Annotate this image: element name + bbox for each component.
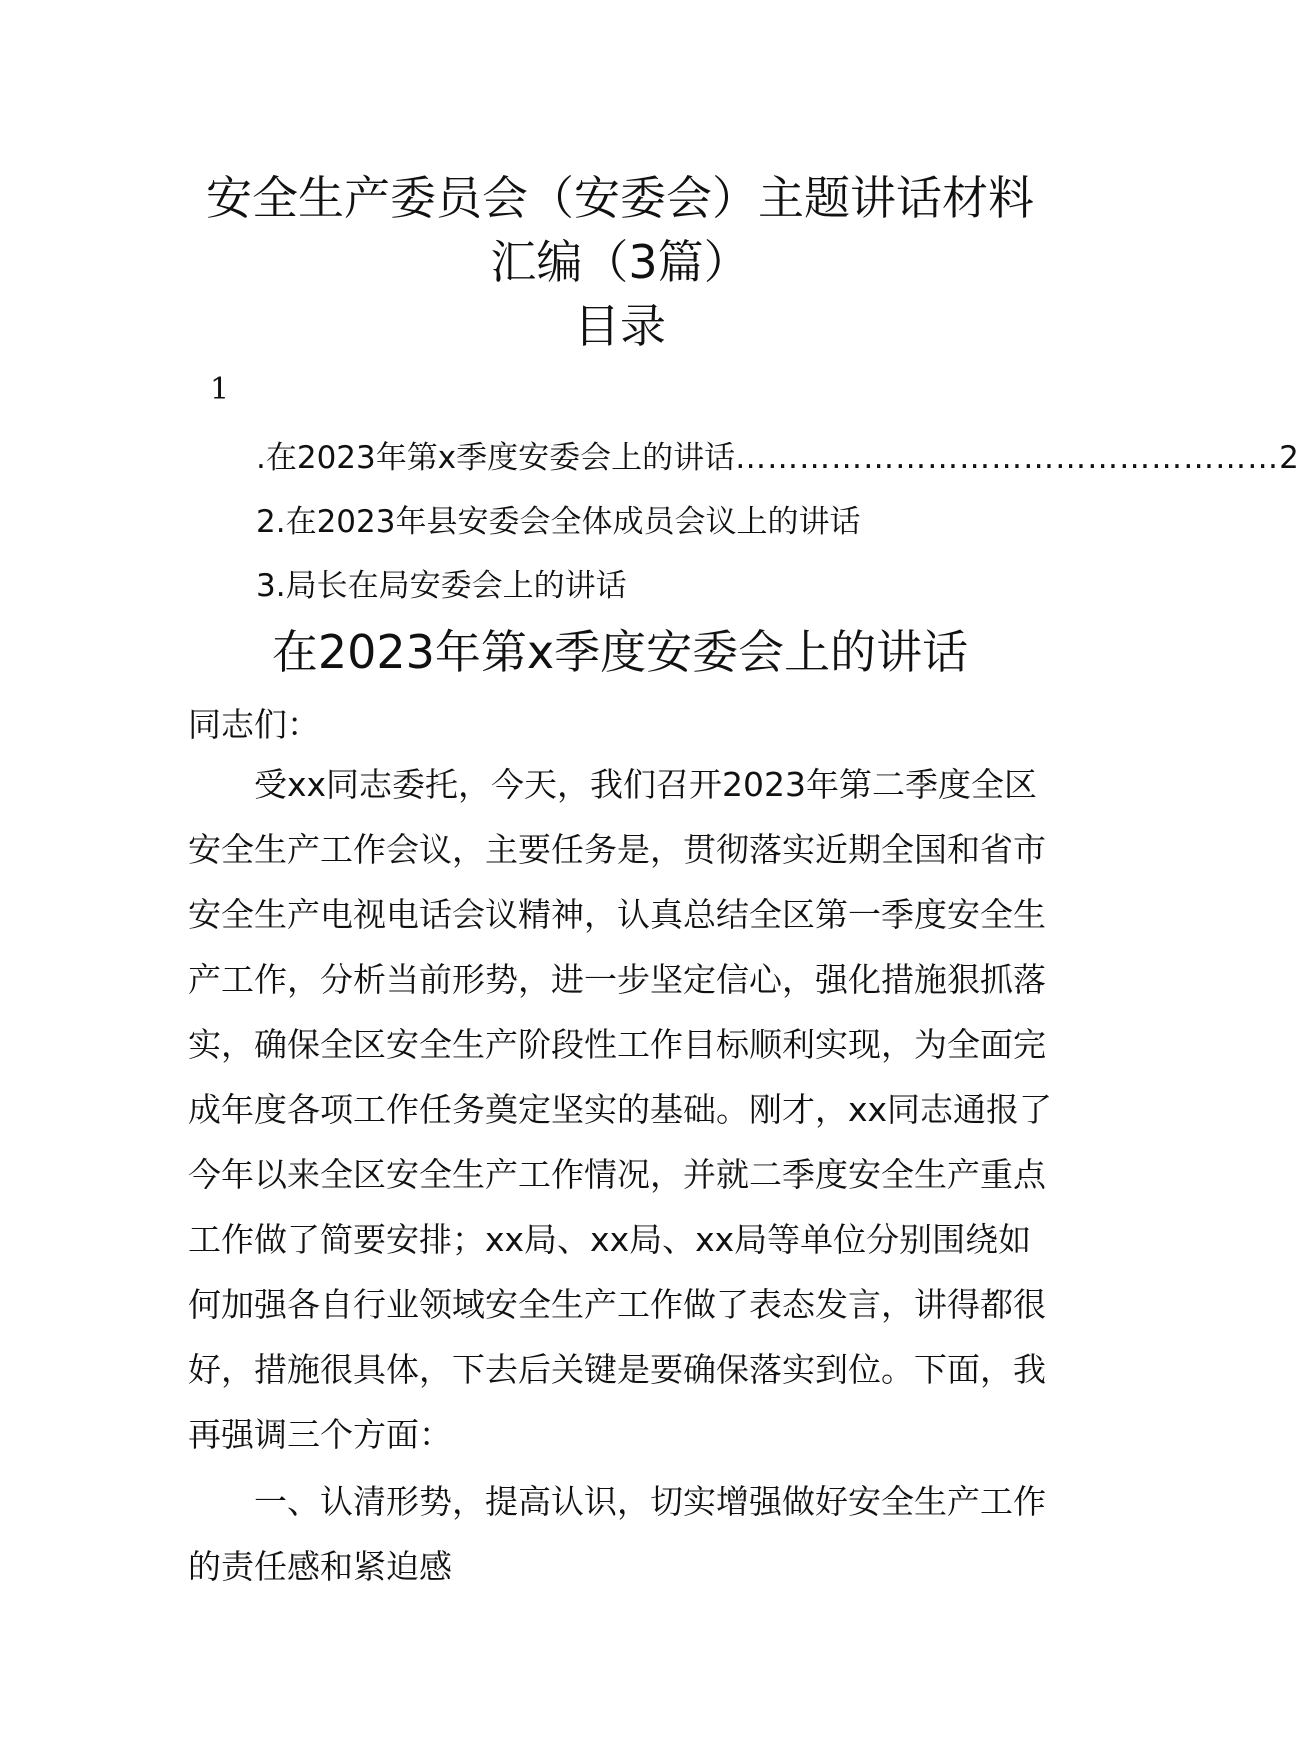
toc-page-number: 2 [1279,440,1299,476]
toc-entry-1[interactable] [256,436,1299,480]
toc-entry-3[interactable] [256,564,627,608]
toc-entry-label: 2.在2023年县安委会全体成员会议上的讲话 [256,504,861,540]
salutation: 同志们： [188,705,320,744]
document-title-line2: 汇编（3篇） [490,235,750,289]
toc-entry-label: .在2023年第x季度安委会上的讲话 [256,440,736,476]
document-title-line1: 安全生产委员会（安委会）主题讲话材料 [206,171,1034,225]
body-paragraph-1: 受xx同志委托，今天，我们召开2023年第二季度全区安全生产工作会议，主要任务是，贯彻落实近期全国和省市安全生产电视电话会议精神，认真总结全区第一季度安全生产工作，分析当前形势，进一步坚定信心，强化措施狠抓落实，确保全区安全生产阶段性工作目标顺利实现，为全面完成年度各项工作任务奠定坚实的基础。刚才，xx同志通报了今年以来全区安全生产工作情况，并就二季度安全生产重点工作做了简要安排；xx局、xx局、xx局等单位分别围绕如何加强各自行业领域安全生产工作做了表态发言，讲得都很好，措施很具体，下去后关键是要确保落实到位。下面，我再强调三个方面： [188,765,1053,1454]
toc-entry-label: 3.局长在局安委会上的讲话 [256,568,627,604]
toc-leader-dots: …………………………………………… [735,440,1280,476]
body-paragraph-2: 一、认清形势，提高认识，切实增强做好安全生产工作的责任感和紧迫感 [188,1482,1046,1586]
toc-heading: 目录 [574,299,666,353]
section-title: 在2023年第x季度安委会上的讲话 [271,625,969,679]
toc-number: 1 [210,372,230,407]
toc-entry-2[interactable] [256,500,860,544]
